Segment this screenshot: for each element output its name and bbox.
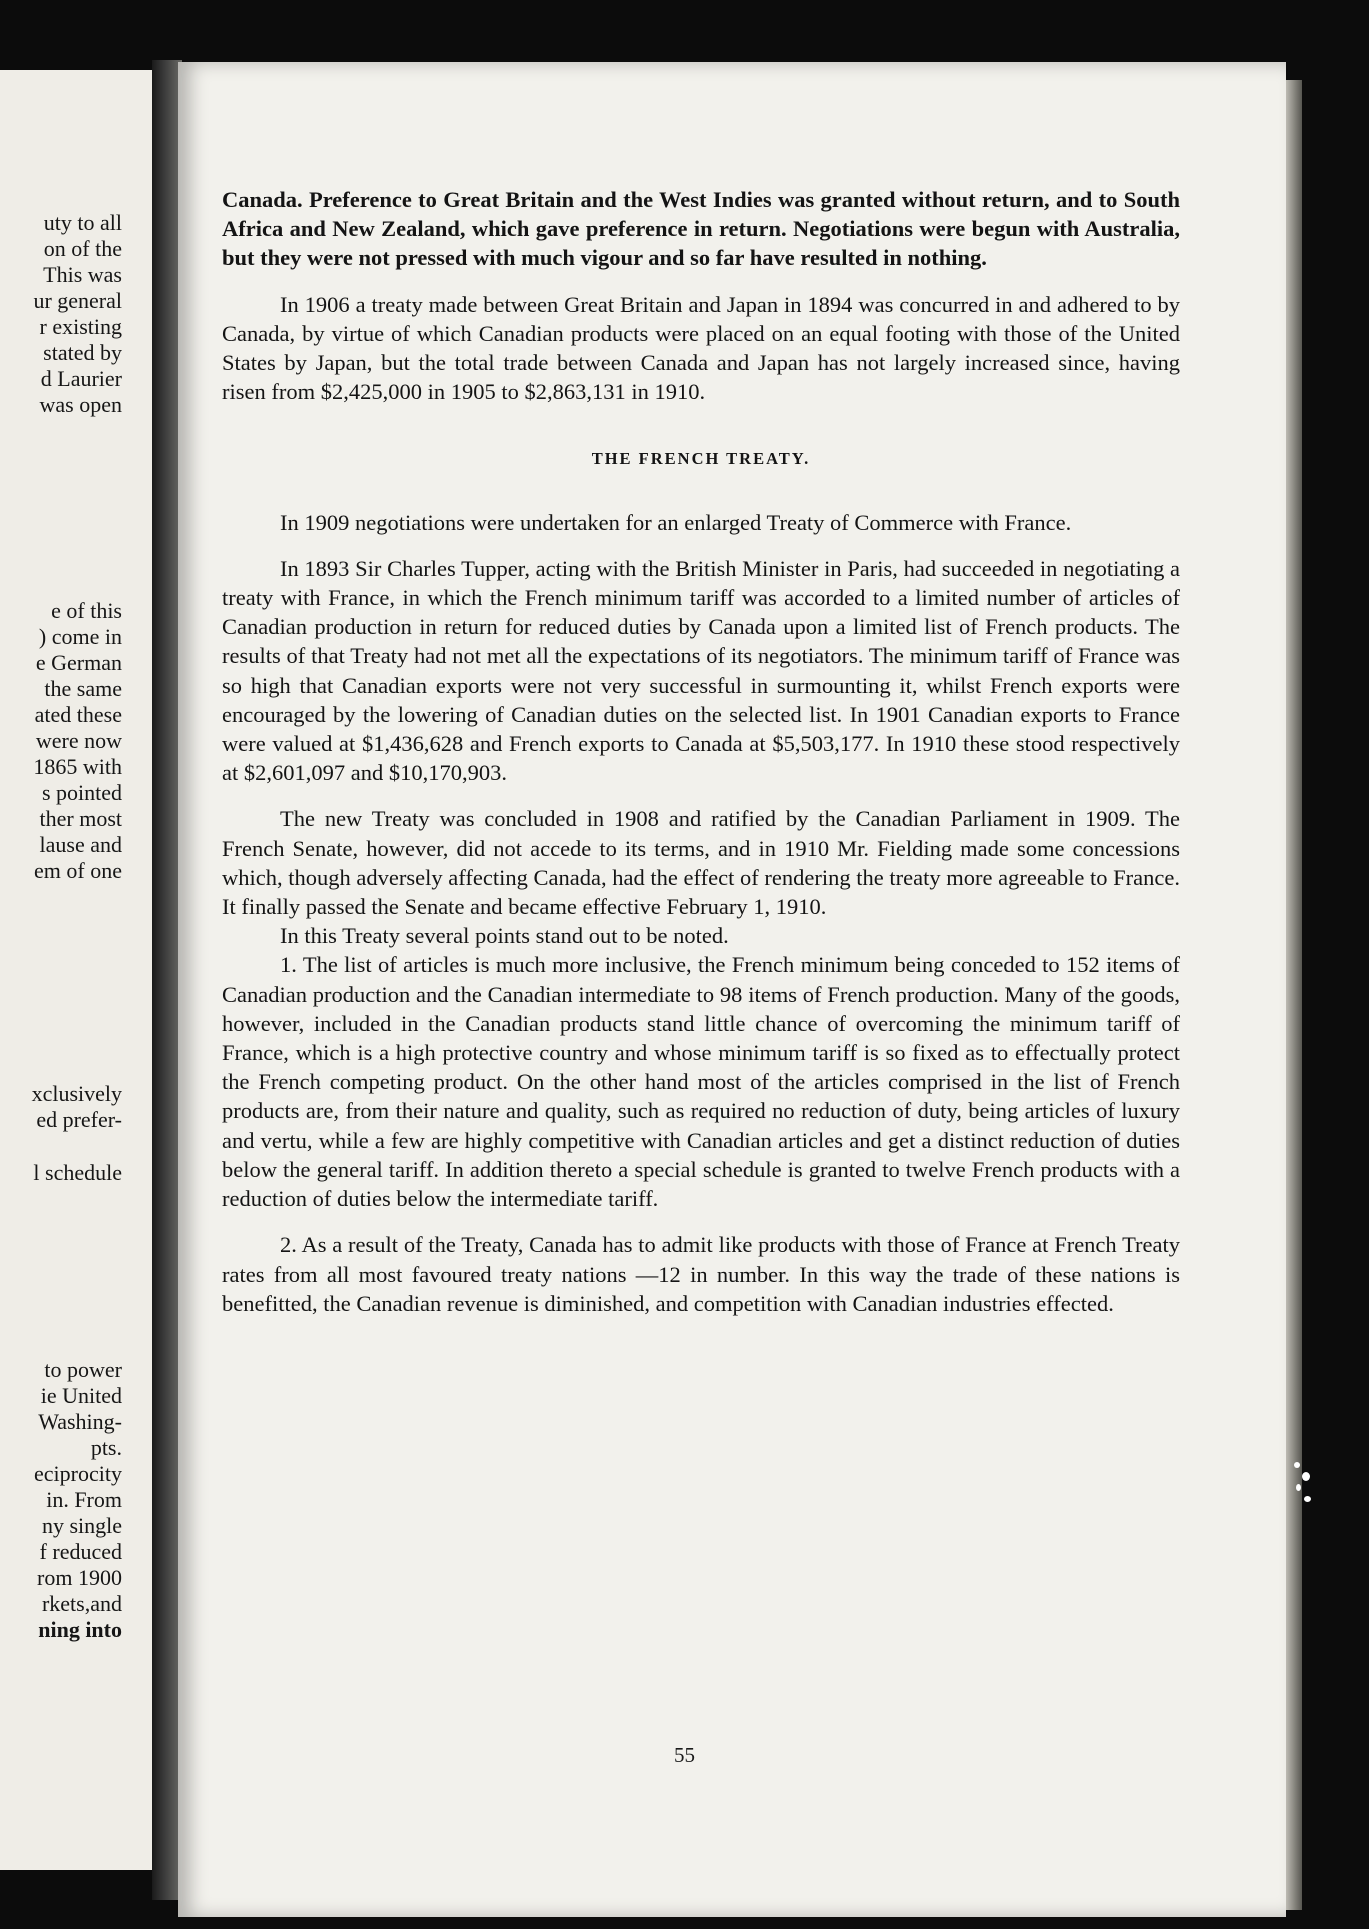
paragraph-1909-negotiations: In 1909 negotiations were undertaken for an enlarged Treaty of Commerce with France. [280,509,1072,535]
paragraph-point-1: 1. The list of articles is much more inclusive, the French minimum being conceded to 152 items of Canadian production and the Canadian intermediate to 98 items of French production. Many of the goods, however, included in the Canadian products stand little chance of overcoming the minimum tariff of France, which is a high protective country and whose minimum tariff is so fixed as to effectually protect the French competing product. On the other hand most of the articles comprised in the list of French products are, from their nature and quality, such as required no reduction of duty, being articles of luxury and vertu, while a few are highly competitive with Canadian articles and get a distinct reduction of duties below the general tariff. In addition thereto a special schedule is granted to twelve French products with a reduction of duties below the intermediate tariff. [222,952,1180,1212]
left-page-text-fragment: ny single [41,1513,122,1538]
left-page-text-fragment: eciprocity [34,1461,122,1486]
left-page-text-fragment: ed prefer- [36,1107,122,1132]
left-page-text-fragment: uty to all [43,210,122,235]
paragraph-point-2: 2. As a result of the Treaty, Canada has to admit like products with those of France at French Treaty rates from all most favoured treaty nations —12 in number. In this way the trade of these nations is benefitted, the Canadian revenue is diminished, and competition with Canadian industries effected. [222,1232,1180,1316]
section-heading: THE FRENCH TREATY. [591,449,811,469]
left-page-text-fragment: 1865 with [33,754,122,779]
left-page-text-fragment: d Laurier [40,366,122,391]
left-page-text-fragment: was open [39,392,122,417]
left-page-text-fragment: ther most [39,806,122,831]
left-page-text-fragment: em of one [34,858,122,883]
left-page-text-fragment: were now [35,728,122,753]
left-page-text-fragment: r existing [39,314,122,339]
left-page-text-fragment: rom 1900 [37,1565,122,1590]
scan-artifact [1292,1458,1314,1518]
left-page-text-fragment: ur general [33,288,122,313]
left-page-text-fragment: stated by [43,340,122,365]
paragraph-japan-treaty: In 1906 a treaty made between Great Britain and Japan in 1894 was concurred in and adhered to by Canada, by virtue of which Canadian products were placed on an equal footing with those of the United States by Japan, but the total trade between Canada and Japan has not largely increased since, having risen from $2,425,000 in 1905 to $2,863,131 in 1910. [222,291,1180,405]
left-page-text-fragment: pts. [90,1435,122,1460]
page-edge [1286,80,1302,1910]
left-page-text-fragment: e German [35,650,122,675]
left-page-text-fragment: f reduced [39,1539,122,1564]
left-page-text-fragment: This was [43,262,122,287]
paragraph-points-noted: In this Treaty several points stand out to be noted. [280,923,729,949]
left-page-text-fragment: in. From [46,1487,122,1512]
page-body [222,185,1180,1318]
page-number: 55 [674,1743,695,1767]
left-page-text-fragment: rkets,and [41,1591,122,1616]
paragraph-canada-preference: Canada. Preference to Great Britain and the West Indies was granted without return, and to South Africa and New Zealand, which gave preference in return. Negotiations were begun with Australia, but they were not pressed with much vigour and so far have resulted in nothing. [222,187,1180,271]
left-facing-page [0,70,160,1870]
left-page-text-fragment: the same [44,676,122,701]
left-page-text-fragment: Washing- [38,1409,122,1434]
left-page-text-fragment: ated these [34,702,122,727]
paragraph-new-treaty: The new Treaty was concluded in 1908 and ratified by the Canadian Parliament in 1909. The French Senate, however, did not accede to its terms, and in 1910 Mr. Fielding made some concessions which, though adversely affecting Canada, had the effect of rendering the treaty more agreeable to France. It finally passed the Senate and became effective February 1, 1910. [222,806,1180,920]
left-page-text-fragment: ie United [40,1383,122,1408]
left-page-text-fragment: e of this [51,598,122,623]
paragraph-1893-treaty: In 1893 Sir Charles Tupper, acting with the British Minister in Paris, had succeeded in negotiating a treaty with France, in which the French minimum tariff was accorded to a limited number of articles of Canadian production in return for reduced duties by Canada upon a limited list of French products. The results of that Treaty had not met all the expectations of its negotiators. The minimum tariff of France was so high that Canadian exports were not very successful in surmounting it, whilst French exports were encouraged by the lowering of Canadian duties on the selected list. In 1901 Canadian exports to France were valued at $1,436,628 and French exports to Canada at $5,503,177. In 1910 these stood respectively at $2,601,097 and $10,170,903. [222,555,1180,786]
left-page-text-fragment: ning into [38,1617,122,1642]
left-page-text-fragment: on of the [43,236,122,261]
left-page-text-fragment: to power [44,1357,122,1382]
left-page-text-fragment: s pointed [41,780,122,805]
left-page-text-fragment: lause and [39,832,122,857]
left-page-text-fragment: l schedule [33,1160,122,1185]
left-page-text-fragment: xclusively [31,1081,122,1106]
left-page-text-fragment: ) come in [38,624,122,649]
